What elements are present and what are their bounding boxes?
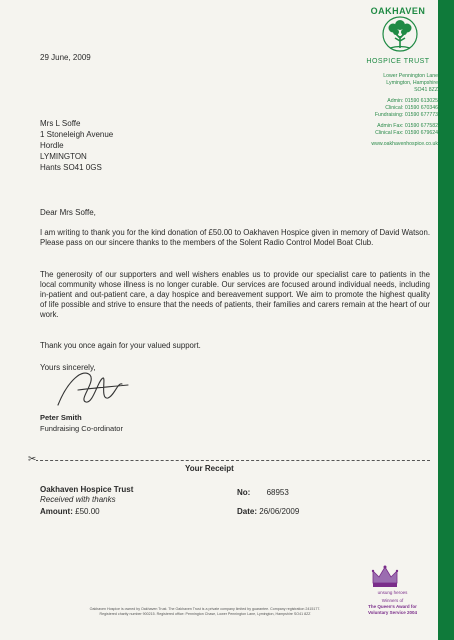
letterhead-website: www.oakhavenhospice.co.uk	[371, 141, 438, 147]
queens-award-crown-icon	[370, 563, 400, 589]
letterhead-fax-line: Admin Fax: 01590 677582	[377, 123, 438, 129]
recipient-line: LYMINGTON	[40, 152, 87, 161]
letterhead-phone-line: Clinical: 01590 670346	[385, 105, 438, 111]
footer-line: Registered charity number 900215. Registered office: Pennington Chase, Lower Pennington Lane, Lymington, Hampshire SO41 8ZZ	[99, 612, 311, 616]
letter-paragraph: The generosity of our supporters and well wishers enables us to provide our specialist care to patients in the local community whose illness is no longer curable. Our services are focused around individual needs, including in-patient and out-patient care, a day hospice and bereavement support. We aim to promote the highest quality of life possible and strive to ensure that the needs of patients, their families and carers remain at the heart of our work.	[40, 270, 430, 319]
recipient-address	[40, 118, 113, 173]
recipient-line: Mrs L Soffe	[40, 119, 81, 128]
footer-line: Oakhaven Hospice is owned by Oakhaven Trust. The Oakhaven Trust is a private company limited by guarantee. Company registration 2415177.	[89, 607, 321, 611]
letter-paragraph: I am writing to thank you for the kind donation of £50.00 to Oakhaven Hospice given in memory of David Watson. Please pass on our sincere thanks to the members of the Solent Radio Control Model Boat Club.	[40, 228, 430, 247]
receipt-number-label: No:	[237, 488, 251, 497]
receipt-amount-label: Amount:	[40, 507, 73, 516]
receipt-date-value: 26/06/2009	[259, 507, 300, 516]
scissors-icon: ✂	[28, 454, 37, 465]
handwritten-signature-icon	[48, 360, 138, 415]
receipt-org: Oakhaven Hospice Trust	[40, 485, 134, 494]
award-line: Voluntary Service 2004	[368, 610, 417, 615]
letter-paragraph: Thank you once again for your valued support.	[40, 341, 201, 350]
salutation: Dear Mrs Soffe,	[40, 208, 96, 217]
receipt-title: Your Receipt	[185, 464, 234, 473]
letterhead-contact-block	[338, 73, 438, 148]
recipient-line: Hordle	[40, 141, 64, 150]
receipt-thanks: Received with thanks	[40, 495, 116, 504]
signer-title: Fundraising Co-ordinator	[40, 424, 123, 433]
receipt-date	[237, 507, 299, 516]
award-line: Winners of	[381, 598, 404, 603]
receipt-amount-value: £50.00	[75, 507, 100, 516]
letterhead-address-line: Lower Pennington Lane	[383, 73, 438, 79]
brand-side-bar	[438, 0, 454, 640]
recipient-line: Hants SO41 0GS	[40, 163, 102, 172]
legal-footer	[60, 607, 350, 617]
brand-name-top: OAKHAVEN	[370, 6, 426, 16]
brand-name-bottom: HOSPICE TRUST	[366, 58, 430, 65]
tear-off-line	[30, 460, 430, 461]
award-tagline: unsung heroes	[377, 590, 408, 595]
receipt-number-value: 68953	[266, 488, 289, 497]
receipt-number	[237, 488, 289, 497]
letterhead-phone-line: Admin: 01590 613025	[387, 98, 438, 104]
oak-tree-logo-icon	[360, 6, 440, 66]
receipt-amount	[40, 507, 100, 516]
award-line: The Queen's Award for	[368, 604, 417, 609]
receipt-date-label: Date:	[237, 507, 258, 516]
closing: Yours sincerely,	[40, 363, 96, 372]
letter-date: 29 June, 2009	[40, 53, 91, 62]
letterhead-address-line: Lymington, Hampshire	[386, 80, 438, 86]
letterhead-fax-line: Clinical Fax: 01590 679624	[375, 130, 438, 136]
recipient-line: 1 Stoneleigh Avenue	[40, 130, 114, 139]
award-text	[345, 590, 440, 616]
letterhead-phone-line: Fundraising: 01590 677773	[374, 112, 438, 118]
letterhead-address-line: SO41 8ZZ	[414, 87, 438, 93]
signer-name: Peter Smith	[40, 413, 82, 422]
